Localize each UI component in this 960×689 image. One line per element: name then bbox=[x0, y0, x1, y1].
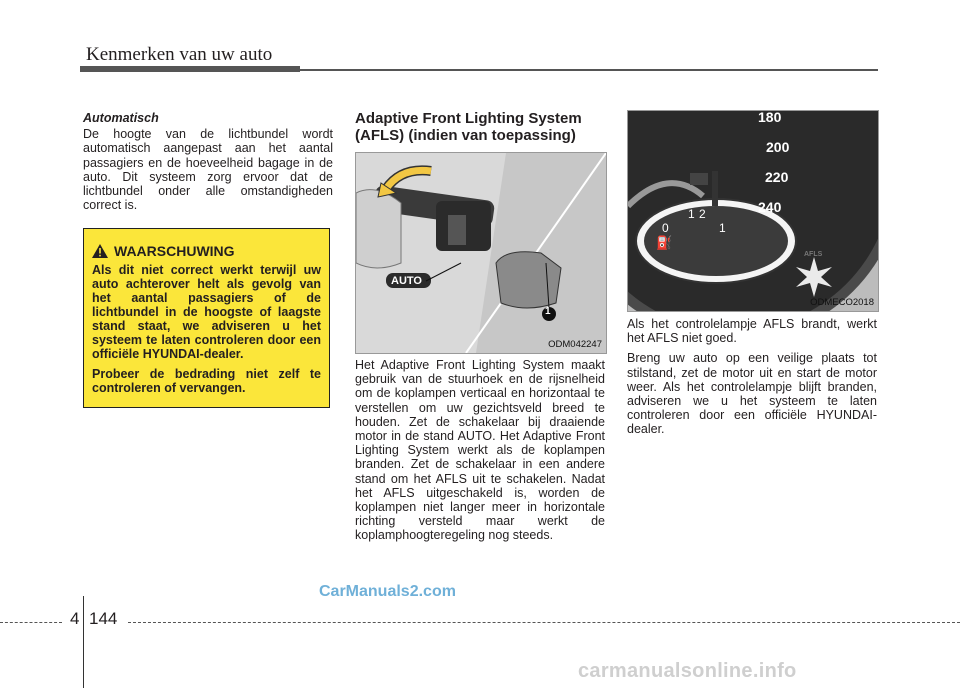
fuel-pump-icon: ⛽ bbox=[656, 235, 673, 250]
fuel-mark-0: 0 bbox=[662, 221, 669, 235]
header-rule bbox=[300, 69, 878, 71]
footer-dash-right bbox=[128, 622, 960, 623]
warning-title: WAARSCHUWING bbox=[114, 243, 235, 259]
auto-label: AUTO bbox=[391, 275, 422, 287]
footer-dash-left bbox=[0, 622, 62, 623]
figure-code: ODMECO2018 bbox=[810, 297, 874, 308]
afls-indicator-text: AFLS bbox=[804, 251, 823, 258]
page-divider bbox=[83, 596, 84, 688]
gauge-number-200: 200 bbox=[766, 139, 790, 155]
gauge-number-180: 180 bbox=[758, 110, 782, 125]
gauge-number-220: 220 bbox=[765, 169, 789, 185]
afls-title: Adaptive Front Lighting System (AFLS) (indien van toepassing) bbox=[355, 110, 582, 144]
afls-body-text: Het Adaptive Front Lighting System maakt gebruik van de stuurhoek en de rijsnelheid om de koplampen verticaal en horizontaal te verstellen om uw gezichtsveld breed te houden. Zet de schakelaar bij draaiende motor in de stand AUTO. Het Adaptive Front Lighting System werkt als de koplampen branden. Zet de schakelaar in een andere stand om het AFLS uit te schakelen. Nadat het AFLS uitgeschakeld is, worden de koplampen niet langer meer in horizontale richting versteld maar werkt de koplamphoogteregeling nog steeds. bbox=[355, 358, 605, 543]
watermark-carmanuals2[interactable]: CarManuals2.com bbox=[319, 583, 456, 600]
callout-number: 1 bbox=[545, 306, 551, 317]
watermark-carmanualsonline[interactable]: carmanualsonline.info bbox=[578, 660, 797, 682]
fuel-mark-1: 1 bbox=[719, 221, 726, 235]
stalk-illustration bbox=[356, 153, 606, 353]
afls-body bbox=[355, 358, 605, 549]
warning-title-row bbox=[92, 243, 321, 259]
afls-switch-figure bbox=[355, 152, 607, 354]
warning-box bbox=[83, 228, 330, 408]
gauge-illustration bbox=[628, 111, 878, 311]
afls-warning-para-2: Breng uw auto op een veilige plaats tot stilstand, zet de motor uit en start de motor weer. Als het controlelampje blijft branden, adviseren we u het systeem te laten controleren door een officiële HYUNDAI-dealer. bbox=[627, 351, 877, 437]
afls-warning-para-1: Als het controlelampje AFLS brandt, werkt het AFLS niet goed. bbox=[627, 317, 877, 346]
warning-triangle-icon bbox=[92, 244, 108, 258]
page-header-title: Kenmerken van uw auto bbox=[86, 44, 273, 65]
left-column bbox=[83, 111, 333, 218]
right-column bbox=[627, 317, 877, 443]
header-bar bbox=[80, 66, 300, 72]
gauge-figure bbox=[627, 110, 879, 312]
chapter-number: 4 bbox=[70, 609, 80, 628]
warning-paragraph-1: Als dit niet correct werkt terwijl uw auto achterover helt als gevolg van het aantal passagiers of de lichtbundel in de hoogste of laagste stand staat, we adviseren u het systeem te laten controleren door een officiële HYUNDAI-dealer. bbox=[92, 263, 321, 361]
automatic-body: De hoogte van de lichtbundel wordt automatisch aangepast aan het aantal passagiers en de hoeveelheid bagage in de auto. Dit systeem zorg ervoor dat de lichtbundel onder alle omstandigheden correct is. bbox=[83, 127, 333, 213]
automatic-heading: Automatisch bbox=[83, 111, 159, 125]
gauge-number-240: 240 bbox=[758, 199, 782, 215]
page-number: 144 bbox=[89, 609, 118, 628]
figure-code: ODM042247 bbox=[548, 339, 602, 350]
fuel-mark-half-2: 2 bbox=[699, 207, 706, 221]
fuel-mark-half-1: 1 bbox=[688, 207, 695, 221]
warning-paragraph-2: Probeer de bedrading niet zelf te controleren of vervangen. bbox=[92, 367, 321, 395]
